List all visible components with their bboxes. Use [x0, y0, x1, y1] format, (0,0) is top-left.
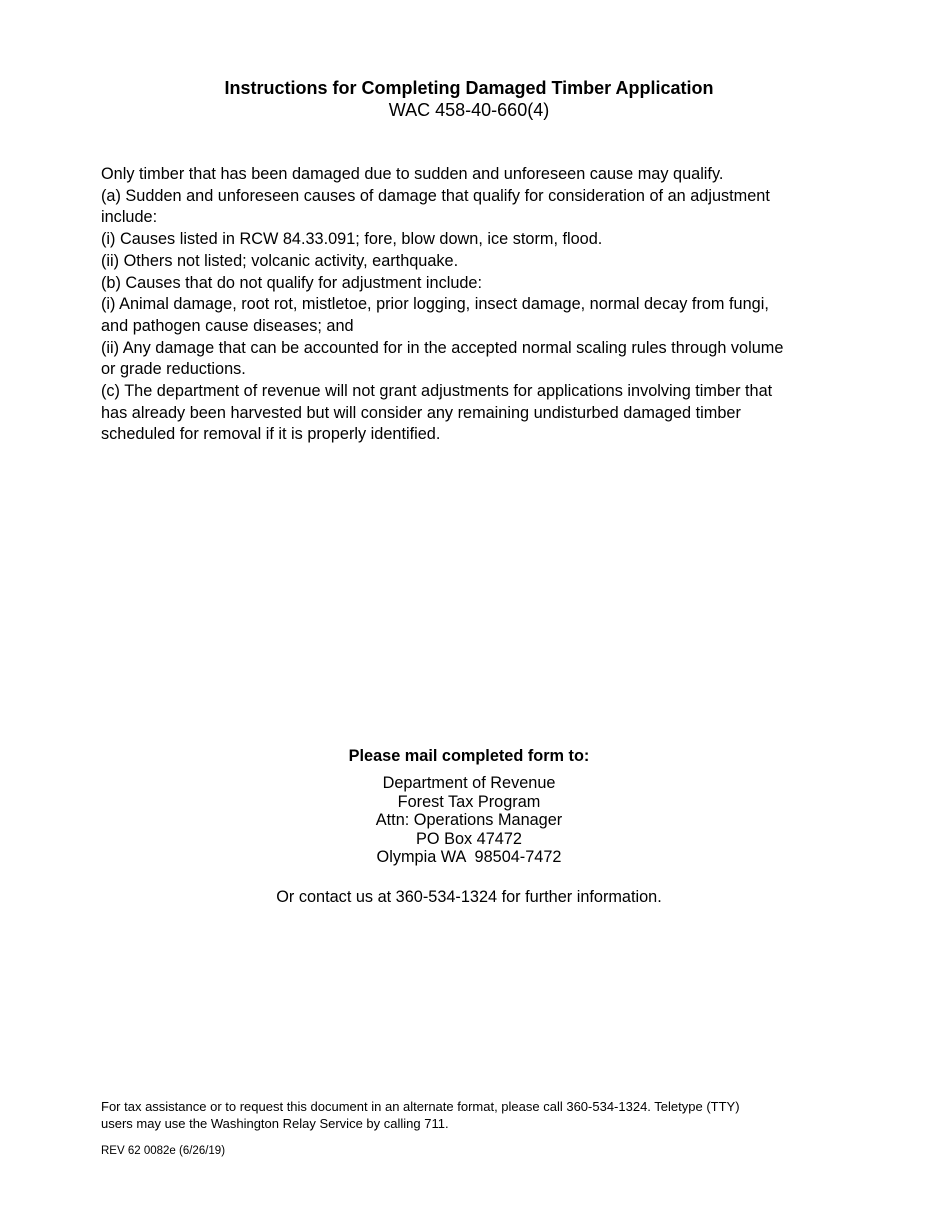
address-line: Department of Revenue: [382, 774, 556, 792]
footer-line: users may use the Washington Relay Service by calling 711.: [101, 1115, 449, 1131]
form-id: REV 62 0082e (6/26/19): [101, 1145, 226, 1157]
body-line: Only timber that has been damaged due to sudden and unforeseen cause may qualify.: [101, 165, 724, 183]
body-line: (i) Causes listed in RCW 84.33.091; fore, blow down, ice storm, flood.: [101, 230, 603, 249]
body-line: or grade reductions.: [101, 360, 246, 379]
contact-info: Or contact us at 360-534-1324 for further information.: [276, 888, 662, 906]
body-line: (c) The department of revenue will not grant adjustments for applications involving timber that: [101, 382, 773, 401]
body-line: (a) Sudden and unforeseen causes of damage that qualify for consideration of an adjustment: [101, 186, 770, 205]
body-line: (ii) Others not listed; volcanic activity, earthquake.: [101, 251, 459, 270]
body-line: scheduled for removal if it is properly identified.: [101, 425, 441, 444]
address-line: PO Box 47472: [416, 829, 522, 848]
body-line: include:: [101, 208, 158, 227]
address-line: Attn: Operations Manager: [375, 811, 563, 829]
body-line: (b) Causes that do not qualify for adjustment include:: [101, 273, 483, 292]
document-subtitle: WAC 458-40-660(4): [388, 100, 550, 120]
mailing-heading: Please mail completed form to:: [348, 747, 590, 765]
body-line: has already been harvested but will consider any remaining undisturbed damaged timber: [101, 403, 741, 422]
mailing-address: [0, 774, 938, 867]
mailing-section: [0, 746, 938, 867]
body-line: and pathogen cause diseases; and: [101, 316, 354, 335]
footer-note: [101, 1099, 740, 1132]
footer-line: For tax assistance or to request this document in an alternate format, please call 360-534-1324. Teletype (TTY): [101, 1099, 740, 1114]
address-line: Olympia WA 98504-7472: [376, 848, 562, 866]
body-line: (ii) Any damage that can be accounted for in the accepted normal scaling rules through volume: [101, 338, 784, 357]
instructions-body: [101, 164, 861, 446]
document-title: Instructions for Completing Damaged Timber Application: [224, 78, 714, 98]
body-line: (i) Animal damage, root rot, mistletoe, prior logging, insect damage, normal decay from fungi,: [101, 295, 769, 314]
address-line: Forest Tax Program: [397, 792, 541, 811]
